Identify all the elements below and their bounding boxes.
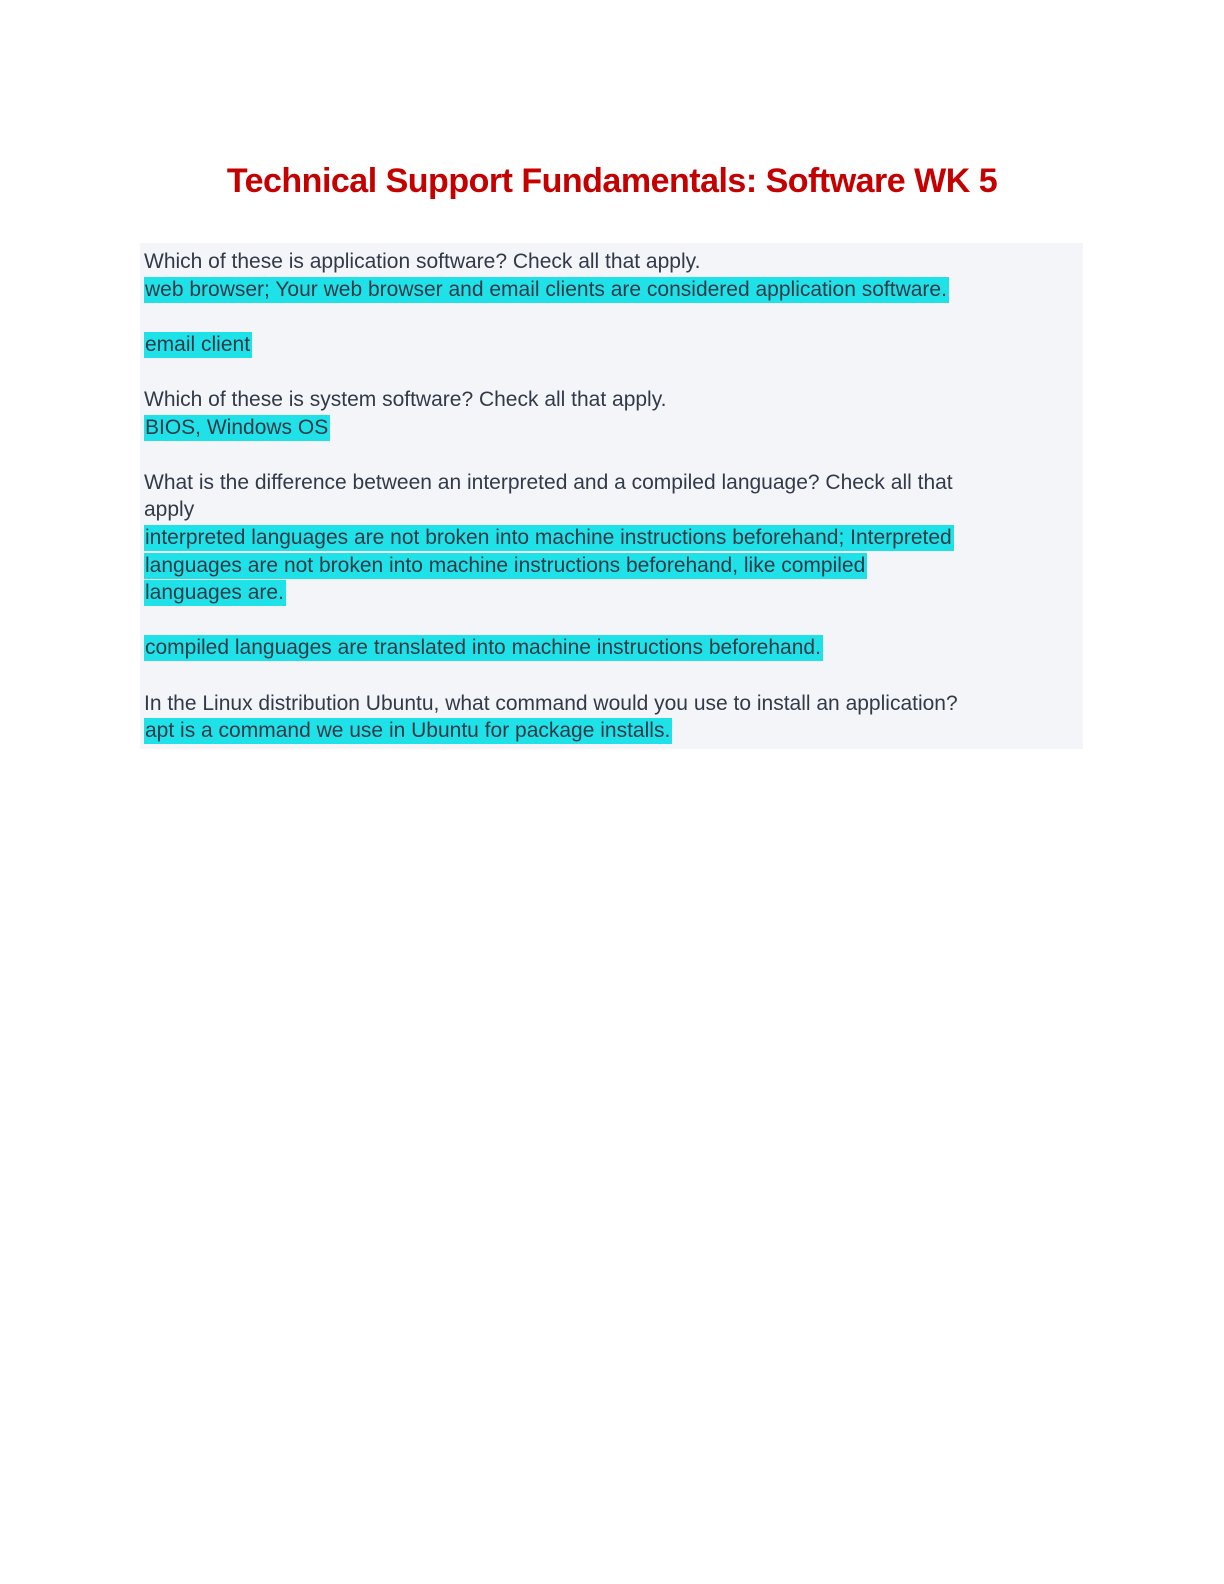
answer-highlight: apt is a command we use in Ubuntu for package installs. — [145, 719, 671, 743]
blank-line — [144, 607, 1083, 635]
answer-highlight: interpreted languages are not broken into machine instructions beforehand; Interpreted — [145, 525, 952, 549]
highlighted-answer — [144, 524, 1083, 552]
answer-highlight: languages are. — [145, 581, 284, 605]
question-text: In the Linux distribution Ubuntu, what command would you use to install an application? — [144, 691, 958, 715]
question-text: What is the difference between an interpreted and a compiled language? Check all that — [144, 470, 953, 494]
highlighted-answer — [144, 717, 1083, 745]
answer-highlight: BIOS, Windows OS — [145, 415, 329, 439]
highlighted-answer — [144, 276, 1083, 304]
answer-highlight: email client — [145, 332, 251, 356]
blank-line — [144, 303, 1083, 331]
answer-highlight: compiled languages are translated into machine instructions beforehand. — [145, 636, 821, 660]
question-text: Which of these is application software? Check all that apply. — [144, 250, 701, 273]
answer-highlight: web browser; Your web browser and email clients are considered application software. — [145, 277, 947, 301]
blank-line — [144, 441, 1083, 469]
highlighted-answer — [144, 414, 1083, 442]
highlighted-answer — [144, 579, 1083, 607]
highlighted-answer — [144, 634, 1083, 662]
question-text: Which of these is system software? Check all that apply. — [144, 387, 667, 411]
highlighted-answer — [144, 552, 1083, 580]
question-text: apply — [144, 498, 195, 522]
document-content-block — [140, 243, 1083, 749]
blank-line — [144, 358, 1083, 386]
answer-highlight: languages are not broken into machine instructions beforehand, like compiled — [145, 553, 866, 577]
page-title: Technical Support Fundamentals: Software WK 5 — [226, 161, 998, 200]
highlighted-answer — [144, 331, 1083, 359]
blank-line — [144, 662, 1083, 690]
